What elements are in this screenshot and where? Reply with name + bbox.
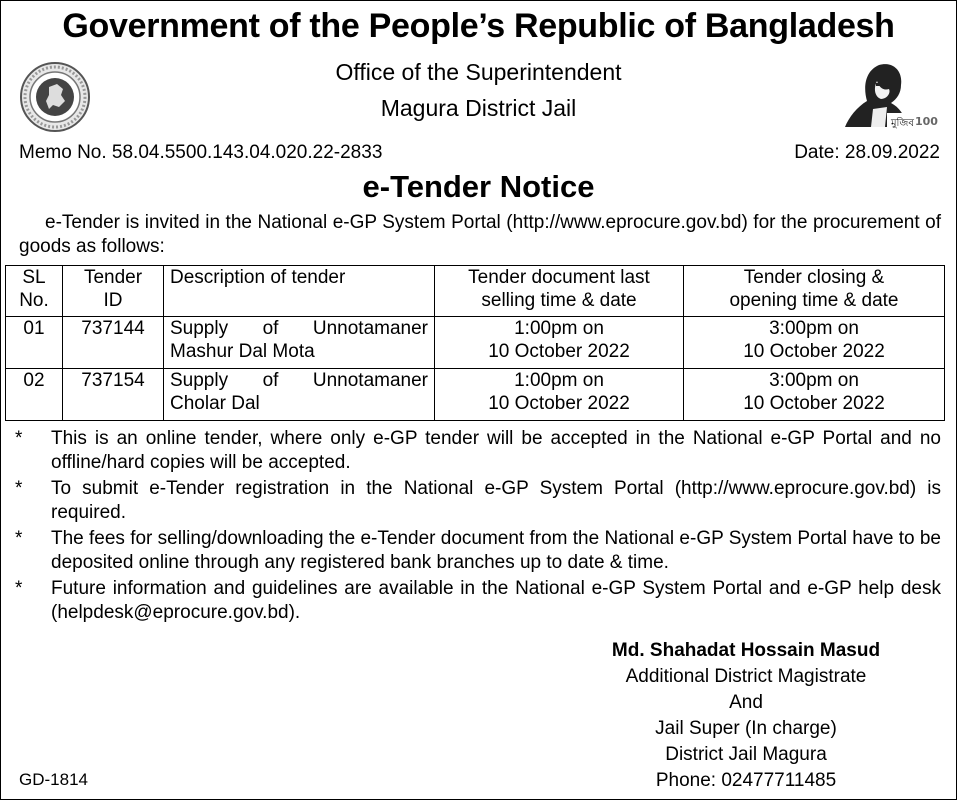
header-tender-id xyxy=(63,266,164,317)
header-sl-line2: No. xyxy=(19,290,49,311)
close-date: 10 October 2022 xyxy=(743,341,885,362)
notice-title: e-Tender Notice xyxy=(362,169,595,204)
note-bullet: * xyxy=(15,528,23,549)
memo-number: Memo No. 58.04.5500.143.04.020.22-2833 xyxy=(19,142,383,163)
signatory-title-1: Additional District Magistrate xyxy=(625,666,867,687)
list-item xyxy=(15,527,941,575)
desc-word: Unnotamaner xyxy=(312,370,428,391)
note-text: The fees for selling/downloading the e-Tender document from the National e-GP System Portal have to be deposited online through any registered bank branches up to date & time. xyxy=(51,528,941,573)
list-item xyxy=(15,477,941,525)
header-close-line2: opening time & date xyxy=(729,290,899,311)
desc-word: Supply xyxy=(170,370,229,391)
row-tender-id: 737144 xyxy=(63,317,164,369)
note-bullet: * xyxy=(15,578,23,599)
note-bullet: * xyxy=(15,428,23,449)
header-sell-line1: Tender document last xyxy=(468,267,650,288)
desc-word: of xyxy=(262,370,279,391)
close-time: 3:00pm on xyxy=(769,370,859,391)
signature-block xyxy=(586,638,906,794)
table-row xyxy=(6,369,945,421)
signatory-phone: Phone: 02477711485 xyxy=(655,770,837,791)
header-description xyxy=(164,266,435,317)
header-id-line1: Tender xyxy=(83,267,143,288)
sell-time: 1:00pm on xyxy=(514,370,604,391)
close-date: 10 October 2022 xyxy=(743,393,885,414)
office-title: Office of the Superintendent xyxy=(335,59,622,85)
jail-title: Magura District Jail xyxy=(380,95,577,121)
table-header-row xyxy=(6,266,945,317)
note-text: This is an online tender, where only e-GP tender will be accepted in the National e-GP Portal and no offline/hard copies will be accepted. xyxy=(51,428,941,473)
gd-code: GD-1814 xyxy=(19,770,88,789)
row-tender-id: 737154 xyxy=(63,369,164,421)
desc-word: Supply xyxy=(170,318,229,339)
header-sl xyxy=(6,266,63,317)
header-selling xyxy=(435,266,684,317)
signatory-and: And xyxy=(729,692,763,713)
signatory-title-2: Jail Super (In charge) xyxy=(655,718,837,739)
signatory-office: District Jail Magura xyxy=(665,744,827,765)
svg-text:100: 100 xyxy=(915,115,938,128)
sell-date: 10 October 2022 xyxy=(488,341,630,362)
header-close-line1: Tender closing & xyxy=(743,267,885,288)
header-closing xyxy=(684,266,945,317)
sell-date: 10 October 2022 xyxy=(488,393,630,414)
notice-date: Date: 28.09.2022 xyxy=(794,142,940,163)
signatory-name: Md. Shahadat Hossain Masud xyxy=(611,640,881,661)
row-description xyxy=(164,369,435,421)
government-title: Government of the People’s Republic of Bangladesh xyxy=(62,7,895,45)
header-sell-line2: selling time & date xyxy=(481,290,637,311)
close-time: 3:00pm on xyxy=(769,318,859,339)
note-bullet: * xyxy=(15,478,23,499)
list-item xyxy=(15,427,941,475)
row-sl: 01 xyxy=(6,317,63,369)
row-closing xyxy=(684,317,945,369)
row-description xyxy=(164,317,435,369)
sell-time: 1:00pm on xyxy=(514,318,604,339)
desc-line2: Mashur Dal Mota xyxy=(170,341,315,362)
table-row xyxy=(6,317,945,369)
mujib-borsho-portrait-icon xyxy=(827,57,938,133)
header-sl-line1: SL xyxy=(22,267,46,288)
desc-line2: Cholar Dal xyxy=(170,393,260,414)
row-closing xyxy=(684,369,945,421)
desc-word: Unnotamaner xyxy=(312,318,428,339)
list-item xyxy=(15,577,941,625)
intro-paragraph: e-Tender is invited in the National e-GP System Portal (http://www.eprocure.gov.bd) for the procurement of goods as follows: xyxy=(19,212,941,257)
row-selling xyxy=(435,317,684,369)
header-desc-text: Description of tender xyxy=(170,267,346,288)
row-sl: 02 xyxy=(6,369,63,421)
government-seal-icon xyxy=(19,61,91,133)
notes-list xyxy=(15,427,941,627)
row-selling xyxy=(435,369,684,421)
note-text: To submit e-Tender registration in the National e-GP System Portal (http://www.eprocure.gov.bd) is required. xyxy=(51,478,941,523)
header-id-line2: ID xyxy=(103,290,123,311)
tender-table xyxy=(5,265,945,421)
svg-text:মুজিব: মুজিব xyxy=(891,118,914,129)
note-text: Future information and guidelines are available in the National e-GP System Portal and e-GP help desk (helpdesk@eprocure.gov.bd). xyxy=(51,578,941,623)
desc-word: of xyxy=(262,318,279,339)
